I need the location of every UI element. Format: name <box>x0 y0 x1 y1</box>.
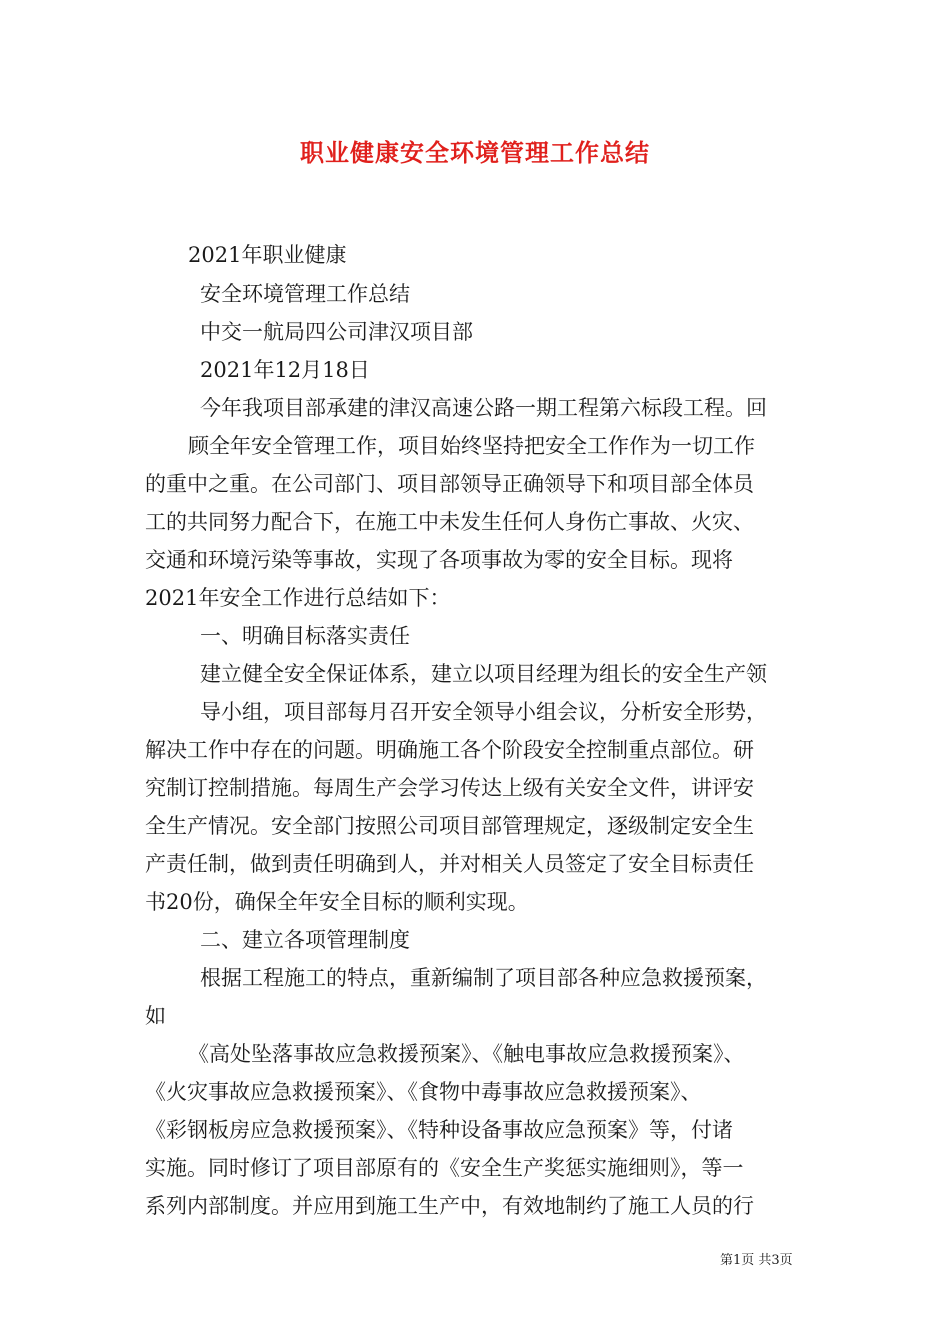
paragraph-line: 《火灾事故应急救援预案》、《食物中毒事故应急救援预案》、 <box>145 1080 702 1104</box>
paragraph-line: 书20份，确保全年安全目标的顺利实现。 <box>145 890 529 914</box>
paragraph-line: 《高处坠落事故应急救援预案》、《触电事故应急救援预案》、 <box>188 1042 745 1066</box>
paragraph-line: 产责任制，做到责任明确到人，并对相关人员签定了安全目标责任 <box>145 852 754 876</box>
line-subtitle-year: 2021年职业健康 <box>188 243 347 267</box>
paragraph-line: 顾全年安全管理工作，项目始终坚持把安全工作作为一切工作 <box>188 434 755 458</box>
paragraph-line: 2021年安全工作进行总结如下： <box>145 586 451 610</box>
paragraph-line: 全生产情况。安全部门按照公司项目部管理规定，逐级制定安全生 <box>145 814 754 838</box>
document-title: 职业健康安全环境管理工作总结 <box>300 138 650 167</box>
line-subtitle-topic: 安全环境管理工作总结 <box>200 282 410 306</box>
paragraph-line: 导小组，项目部每月召开安全领导小组会议，分析安全形势， <box>200 700 767 724</box>
section-heading-1: 一、明确目标落实责任 <box>200 624 410 648</box>
paragraph-line: 今年我项目部承建的津汉高速公路一期工程第六标段工程。回 <box>200 396 767 420</box>
paragraph-line: 根据工程施工的特点，重新编制了项目部各种应急救援预案， <box>200 966 767 990</box>
paragraph-line: 工的共同努力配合下，在施工中未发生任何人身伤亡事故、火灾、 <box>145 510 754 534</box>
paragraph-line: 建立健全安全保证体系，建立以项目经理为组长的安全生产领 <box>200 662 767 686</box>
paragraph-line: 解决工作中存在的问题。明确施工各个阶段安全控制重点部位。研 <box>145 738 754 762</box>
paragraph-line: 《彩钢板房应急救援预案》、《特种设备事故应急预案》等，付诸 <box>145 1118 733 1142</box>
paragraph-line: 如 <box>145 1004 166 1028</box>
paragraph-line: 的重中之重。在公司部门、项目部领导正确领导下和项目部全体员 <box>145 472 754 496</box>
page-number: 第1页 共3页 <box>720 1253 793 1268</box>
paragraph-line: 究制订控制措施。每周生产会学习传达上级有关安全文件，讲评安 <box>145 776 754 800</box>
paragraph-line: 实施。同时修订了项目部原有的《安全生产奖惩实施细则》，等一 <box>145 1156 744 1180</box>
line-date: 2021年12月18日 <box>200 358 370 382</box>
section-heading-2: 二、建立各项管理制度 <box>200 928 410 952</box>
paragraph-line: 交通和环境污染等事故，实现了各项事故为零的安全目标。现将 <box>145 548 733 572</box>
line-organization: 中交一航局四公司津汉项目部 <box>200 320 473 344</box>
paragraph-line: 系列内部制度。并应用到施工生产中，有效地制约了施工人员的行 <box>145 1194 754 1218</box>
